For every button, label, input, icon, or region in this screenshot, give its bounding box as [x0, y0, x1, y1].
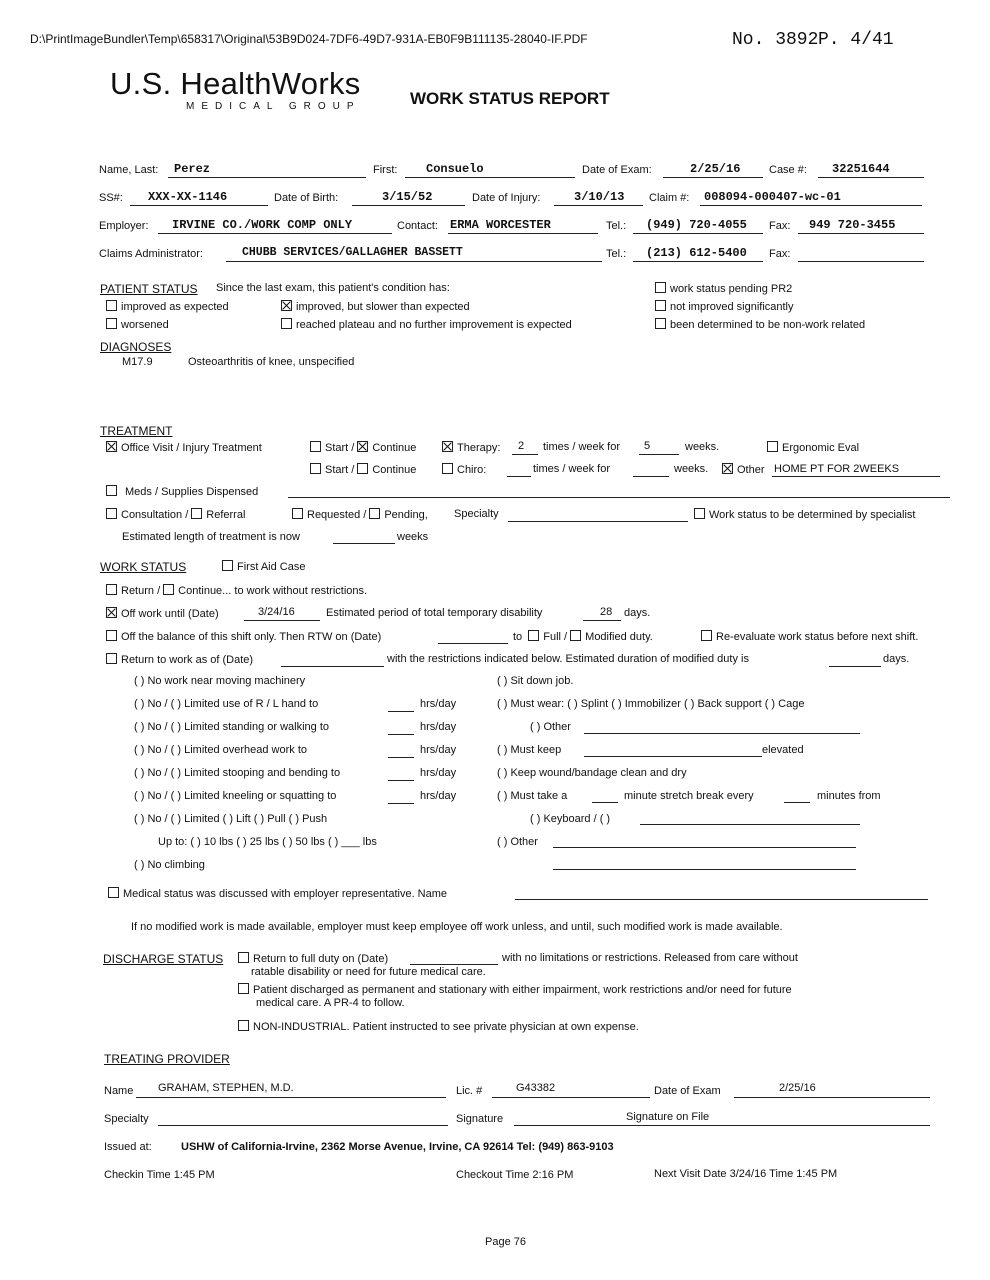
- checkbox[interactable]: [106, 318, 117, 329]
- start-continue-option-2[interactable]: Start / Continue: [310, 463, 416, 476]
- checkbox[interactable]: [310, 463, 321, 474]
- permanent-stationary-text-2: medical care. A PR-4 to follow.: [256, 997, 405, 1009]
- checkbox-checked[interactable]: [281, 300, 292, 311]
- logo-subtitle: MEDICAL GROUP: [186, 101, 361, 112]
- claim-value: 008094-000407-wc-01: [704, 190, 841, 204]
- checkbox[interactable]: [281, 318, 292, 329]
- therapy-weeks-label: weeks.: [685, 441, 720, 453]
- name-last-label: Name, Last:: [99, 164, 159, 176]
- permanent-stationary-option[interactable]: Patient discharged as permanent and stationary with either impairment, work restrictions and/or need for future: [238, 983, 792, 996]
- checkbox[interactable]: [238, 983, 249, 994]
- patient-status-heading: PATIENT STATUS: [100, 282, 198, 296]
- off-work-option[interactable]: Off work until (Date): [106, 607, 219, 620]
- dob-label: Date of Birth:: [274, 192, 339, 204]
- treatment-heading: TREATMENT: [100, 424, 173, 438]
- checkbox-checked[interactable]: [442, 441, 453, 452]
- start-continue-option[interactable]: Start / Continue: [310, 441, 416, 454]
- checkbox[interactable]: [694, 508, 705, 519]
- employer-label: Employer:: [99, 220, 149, 232]
- therapy-option[interactable]: Therapy:: [442, 441, 500, 454]
- checkbox[interactable]: [292, 508, 303, 519]
- chiro-weeks-label: weeks.: [674, 463, 709, 475]
- treating-provider-heading: TREATING PROVIDER: [104, 1052, 230, 1066]
- checkbox[interactable]: [357, 463, 368, 474]
- restriction-right-7: ( ) Keyboard / ( ): [530, 813, 611, 825]
- checkbox[interactable]: [369, 508, 380, 519]
- diagnosis-code: M17.9: [122, 356, 153, 368]
- checkbox[interactable]: [310, 441, 321, 452]
- restriction-left-8: Up to: ( ) 10 lbs ( ) 25 lbs ( ) 50 lbs ( ) ___ lbs: [158, 836, 377, 848]
- checkout-time: Checkout Time 2:16 PM: [456, 1169, 574, 1181]
- hrs-day-5: hrs/day: [420, 790, 457, 802]
- signature-label: Signature: [456, 1113, 504, 1125]
- provider-exam-date-label: Date of Exam: [654, 1085, 721, 1097]
- checkbox[interactable]: [442, 463, 453, 474]
- diagnosis-description: Osteoarthritis of knee, unspecified: [188, 356, 355, 368]
- ss-label: SS#:: [99, 192, 123, 204]
- claims-tel-value: (213) 612-5400: [646, 246, 747, 260]
- contact-label: Contact:: [397, 220, 438, 232]
- return-option[interactable]: Return / Continue... to work without restrictions.: [106, 584, 367, 597]
- other-treatment-value: HOME PT FOR 2WEEKS: [774, 463, 900, 475]
- case-value: 32251644: [832, 162, 890, 176]
- other-treatment-option[interactable]: Other: [722, 463, 765, 476]
- checkbox[interactable]: [106, 300, 117, 311]
- checkbox-checked[interactable]: [106, 607, 117, 618]
- restriction-left-6: ( ) No / ( ) Limited kneeling or squatting to: [134, 790, 337, 802]
- checkbox[interactable]: [222, 560, 233, 571]
- restriction-left-9: ( ) No climbing: [134, 859, 205, 871]
- stretch-break-label: minute stretch break every: [624, 790, 754, 802]
- off-work-date: 3/24/16: [258, 606, 295, 618]
- restriction-right-3: ( ) Other: [530, 721, 571, 733]
- hrs-day-2: hrs/day: [420, 721, 457, 733]
- full-duty-text: with no limitations or restrictions. Released from care without: [502, 952, 798, 964]
- restriction-right-1: ( ) Sit down job.: [497, 675, 574, 687]
- provider-name-value: GRAHAM, STEPHEN, M.D.: [158, 1082, 294, 1094]
- name-last-value: Perez: [174, 162, 211, 176]
- non-industrial-option[interactable]: NON-INDUSTRIAL. Patient instructed to see private physician at own expense.: [238, 1020, 639, 1033]
- checkbox-checked[interactable]: [722, 463, 733, 474]
- checkbox[interactable]: [163, 584, 174, 595]
- balance-shift-option[interactable]: Off the balance of this shift only. Then RTW on (Date): [106, 630, 381, 643]
- claims-admin-label: Claims Administrator:: [99, 248, 203, 260]
- stretch-minutes-label: minutes from: [817, 790, 881, 802]
- modified-work-note: If no modified work is made available, employer must keep employee off work unless, and until, such modified work is made available.: [131, 921, 783, 933]
- signature-value: Signature on File: [626, 1111, 710, 1123]
- elevated-label: elevated: [762, 744, 804, 756]
- checkbox[interactable]: [655, 300, 666, 311]
- treatment-length-label: Estimated length of treatment is now: [122, 531, 300, 543]
- provider-name-label: Name: [104, 1085, 134, 1097]
- therapy-times-week: times / week for: [543, 441, 621, 453]
- hrs-day-1: hrs/day: [420, 698, 457, 710]
- patient-status-intro: Since the last exam, this patient's condition has:: [216, 282, 450, 294]
- status-plateau-option[interactable]: reached plateau and no further improvement is expected: [281, 318, 572, 331]
- employer-value: IRVINE CO./WORK COMP ONLY: [172, 218, 353, 232]
- therapy-weeks: 5: [644, 440, 651, 452]
- restriction-left-2: ( ) No / ( ) Limited use of R / L hand to: [134, 698, 319, 710]
- therapy-count: 2: [518, 440, 525, 452]
- exam-date-value: 2/25/16: [690, 162, 741, 176]
- license-label: Lic. #: [456, 1085, 483, 1097]
- checkbox[interactable]: [108, 887, 119, 898]
- checkbox[interactable]: [191, 508, 202, 519]
- tel-label: Tel.:: [606, 220, 627, 232]
- balance-to-label: to Full / Modified duty.: [513, 631, 653, 643]
- disability-label: Estimated period of total temporary disability: [326, 607, 543, 619]
- dob-value: 3/15/52: [382, 190, 433, 204]
- restriction-right-8: ( ) Other: [497, 836, 538, 848]
- chiro-option[interactable]: Chiro:: [442, 463, 486, 476]
- checkbox[interactable]: [767, 441, 778, 452]
- consultation-option[interactable]: Consultation / Referral: [106, 508, 245, 521]
- report-title: WORK STATUS REPORT: [410, 89, 610, 108]
- restriction-left-7: ( ) No / ( ) Limited ( ) Lift ( ) Pull ( ) Push: [134, 813, 328, 825]
- checkbox[interactable]: [106, 653, 117, 664]
- first-name-value: Consuelo: [426, 162, 484, 176]
- checkbox[interactable]: [106, 508, 117, 519]
- full-duty-option[interactable]: Return to full duty on (Date): [238, 952, 388, 965]
- checkbox[interactable]: [238, 1020, 249, 1031]
- status-pending-option[interactable]: work status pending PR2: [655, 282, 792, 295]
- fax-value: 949 720-3455: [809, 218, 896, 232]
- case-label: Case #:: [769, 164, 807, 176]
- rtw-option[interactable]: Return to work as of (Date): [106, 653, 253, 666]
- restriction-right-2: ( ) Must wear: ( ) Splint ( ) Immobilizer ( ) Back support ( ) Cage: [497, 698, 805, 710]
- status-not-improved-option[interactable]: not improved significantly: [655, 300, 794, 313]
- restriction-left-3: ( ) No / ( ) Limited standing or walking to: [134, 721, 330, 733]
- diagnoses-heading: DIAGNOSES: [100, 340, 172, 354]
- file-path: D:\PrintImageBundler\Temp\658317\Original\53B9D024-7DF6-49D7-931A-EB0F9B111135-28040-IF.PDF: [30, 32, 588, 46]
- license-value: G43382: [516, 1082, 556, 1094]
- next-visit: Next Visit Date 3/24/16 Time 1:45 PM: [654, 1168, 838, 1180]
- medical-discussed-option[interactable]: Medical status was discussed with employer representative. Name: [108, 887, 447, 900]
- contact-value: ERMA WORCESTER: [450, 218, 551, 232]
- checkbox[interactable]: [106, 630, 117, 641]
- discharge-status-heading: DISCHARGE STATUS: [103, 952, 224, 966]
- hrs-day-3: hrs/day: [420, 744, 457, 756]
- rtw-days-label: days.: [883, 653, 910, 665]
- disability-days-label: days.: [624, 607, 651, 619]
- disability-days: 28: [600, 606, 613, 618]
- status-non-work-option[interactable]: been determined to be non-work related: [655, 318, 865, 331]
- requested-option[interactable]: Requested / Pending,: [292, 508, 428, 521]
- page-number: Page 76: [485, 1236, 526, 1248]
- work-status-heading: WORK STATUS: [100, 560, 187, 574]
- first-name-label: First:: [373, 164, 398, 176]
- specialty-field-label: Specialty: [104, 1113, 149, 1125]
- restriction-right-5: ( ) Keep wound/bandage clean and dry: [497, 767, 687, 779]
- chiro-times-week: times / week for: [533, 463, 611, 475]
- injury-date-value: 3/10/13: [574, 190, 625, 204]
- first-aid-option[interactable]: First Aid Case: [222, 560, 305, 573]
- fax-label: Fax:: [769, 220, 791, 232]
- status-worsened-option[interactable]: worsened: [106, 318, 169, 331]
- specialty-label: Specialty: [454, 508, 499, 520]
- full-duty-text-2: ratable disability or need for future medical care.: [251, 966, 486, 978]
- reevaluate-option[interactable]: Re-evaluate work status before next shift.: [701, 630, 918, 643]
- office-visit-option[interactable]: Office Visit / Injury Treatment: [106, 441, 262, 454]
- provider-exam-date-value: 2/25/16: [779, 1082, 816, 1094]
- checkbox[interactable]: [570, 630, 581, 641]
- meds-option[interactable]: Meds / Supplies Dispensed: [106, 485, 258, 498]
- restriction-left-5: ( ) No / ( ) Limited stooping and bending to: [134, 767, 341, 779]
- checkbox[interactable]: [238, 952, 249, 963]
- checkin-time: Checkin Time 1:45 PM: [104, 1169, 215, 1181]
- restriction-left-4: ( ) No / ( ) Limited overhead work to: [134, 744, 308, 756]
- restriction-right-4: ( ) Must keep: [497, 744, 562, 756]
- checkbox-checked[interactable]: [357, 441, 368, 452]
- injury-date-label: Date of Injury:: [472, 192, 541, 204]
- checkbox[interactable]: [106, 485, 117, 496]
- ergonomic-eval-option[interactable]: Ergonomic Eval: [767, 441, 859, 454]
- claim-label: Claim #:: [649, 192, 690, 204]
- issued-at-value: USHW of California-Irvine, 2362 Morse Avenue, Irvine, CA 92614 Tel: (949) 863-9103: [181, 1141, 614, 1153]
- claims-admin-value: CHUBB SERVICES/GALLAGHER BASSETT: [242, 246, 463, 259]
- status-improved-option[interactable]: improved as expected: [106, 300, 229, 313]
- checkbox[interactable]: [701, 630, 712, 641]
- restriction-right-6: ( ) Must take a: [497, 790, 568, 802]
- fax-number: No. 3892: [732, 30, 819, 50]
- fax-page: P. 4/41: [818, 30, 894, 50]
- specialist-option[interactable]: Work status to be determined by specialist: [694, 508, 915, 521]
- checkbox[interactable]: [655, 318, 666, 329]
- checkbox[interactable]: [528, 630, 539, 641]
- issued-at-label: Issued at:: [104, 1141, 152, 1153]
- tel-value: (949) 720-4055: [646, 218, 747, 232]
- claims-tel-label: Tel.:: [606, 248, 627, 260]
- logo-text: U.S. HealthWorks: [110, 66, 361, 101]
- ss-value: XXX-XX-1146: [148, 190, 228, 204]
- checkbox[interactable]: [655, 282, 666, 293]
- hrs-day-4: hrs/day: [420, 767, 457, 779]
- checkbox[interactable]: [106, 584, 117, 595]
- rtw-restrictions-text: with the restrictions indicated below. Estimated duration of modified duty is: [387, 653, 749, 665]
- status-improved-slower-option[interactable]: improved, but slower than expected: [281, 300, 470, 313]
- exam-date-label: Date of Exam:: [582, 164, 652, 176]
- restriction-left-1: ( ) No work near moving machinery: [134, 675, 306, 687]
- claims-fax-label: Fax:: [769, 248, 791, 260]
- checkbox-checked[interactable]: [106, 441, 117, 452]
- treatment-length-weeks: weeks: [397, 531, 429, 543]
